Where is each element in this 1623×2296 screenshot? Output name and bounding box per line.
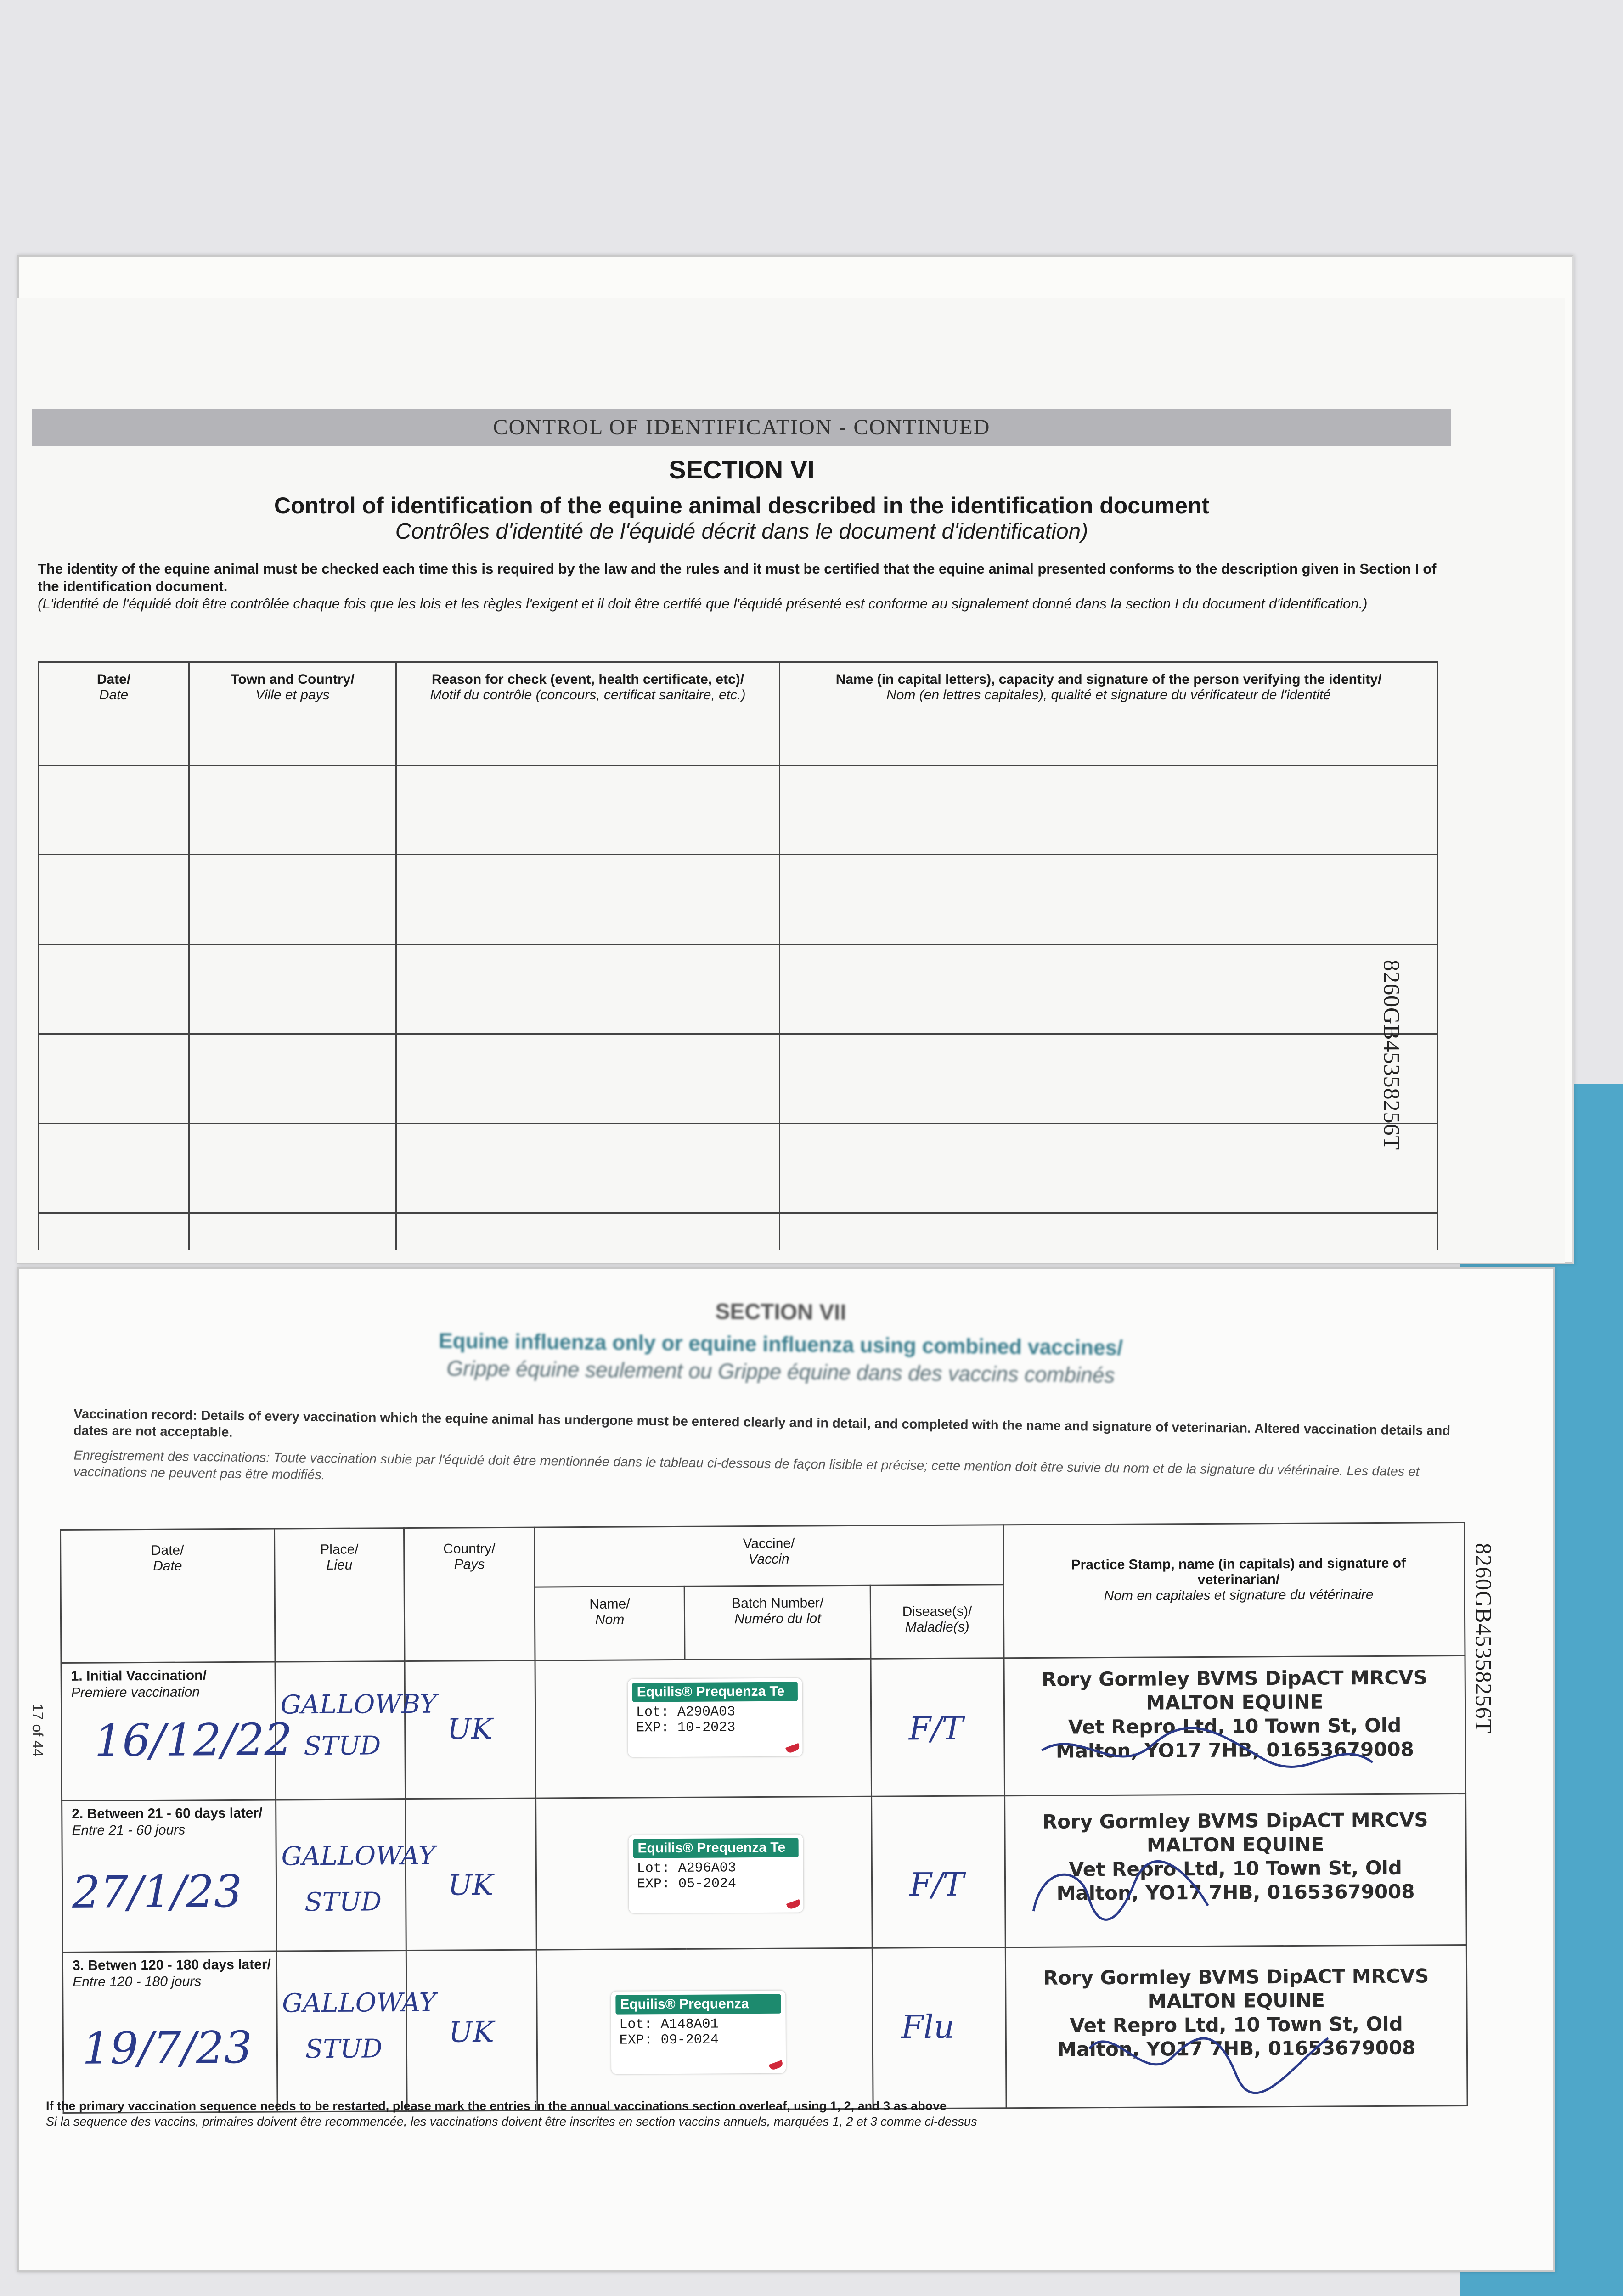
stamp-vet-name: Rory Gormley BVMS DipACT MRCVS <box>1042 1666 1428 1691</box>
disease-handwritten: Flu <box>901 2008 955 2046</box>
vaccination-record-text: Vaccination record: Details of every vaccination which the equine animal has undergone must be entered clearly and in detail, and completed with the name and signature of veterinarian. Altered vaccination details and dates are not acceptable. <box>73 1407 1451 1440</box>
stamp-address-2: Malton, YO17 7HB, 01653679008 <box>1055 1738 1414 1762</box>
row-label: 2. Between 21 - 60 days later/ Entre 21 - 60 jours 27/1/23 <box>62 1800 277 1952</box>
practice-stamp-cell <box>1005 1945 1467 2108</box>
disease-cell <box>872 1796 1005 1948</box>
expiry-date: 05-2024 <box>678 1876 737 1892</box>
table-row <box>39 945 1438 1034</box>
stamp-address-2: Malton, YO17 7HB, 01653679008 <box>1056 1880 1415 1905</box>
disease-cell <box>873 1947 1006 2109</box>
table-row <box>39 855 1438 945</box>
col-vaccine-name: Name/ Nom <box>535 1586 685 1660</box>
passport-number-upper: 8260GB45358256T <box>1379 960 1405 1150</box>
row-label: 3. Betwen 120 - 180 days later/ Entre 120 - 180 jours 19/7/23 <box>62 1951 277 2113</box>
table-row <box>62 1945 1467 2113</box>
vaccine-label-cell <box>535 1659 872 1798</box>
sticker-flag <box>786 1899 801 1910</box>
disease-cell <box>871 1658 1004 1797</box>
practice-stamp-cell <box>1004 1793 1466 1947</box>
vaccine-label-sticker: Equilis® Prequenza Lot: A148A01 EXP: 09-2024 <box>611 1991 786 2074</box>
stamp-vet-name: Rory Gormley BVMS DipACT MRCVS <box>1042 1808 1428 1833</box>
expiry-date: 10-2023 <box>677 1720 736 1736</box>
vet-signature <box>1014 1855 1245 1935</box>
stamp-address-2: Malton, YO17 7HB, 01653679008 <box>1057 2036 1416 2061</box>
stamp-address: Vet Repro Ltd, 10 Town St, Old <box>1069 1856 1403 1881</box>
vaccination-table <box>60 1522 1468 2114</box>
col-place: Place/ Lieu <box>274 1528 405 1662</box>
lot-number: A148A01 <box>660 2016 719 2033</box>
country-cell <box>406 1950 537 2111</box>
sticker-flag <box>785 1743 800 1754</box>
table-row <box>39 765 1438 855</box>
disease-handwritten: F/T <box>909 1865 964 1904</box>
vet-signature <box>1071 2010 1347 2104</box>
vaccination-record-text-fr: Enregistrement des vaccinations: Toute vaccination subie par l'équidé doit être mentionnée dans le tableau ci-dessous de façon lisible et précise; cette mention doit être suivie du nom et de la signature du vétérinaire. Les dates et vaccinations ne peuvent pas être modifiés. <box>73 1448 1420 1483</box>
place-handwritten: STUD <box>305 2034 383 2065</box>
place-cell <box>276 1951 436 2112</box>
country-cell <box>406 1798 536 1950</box>
place-cell <box>275 1661 437 1800</box>
country-handwritten: UK <box>449 2015 494 2049</box>
place-handwritten: GALLOWBY <box>280 1689 437 1720</box>
stamp-practice: MALTON EQUINE <box>1147 1989 1325 2013</box>
table-row <box>39 1124 1438 1213</box>
section-vii-title: SECTION VII <box>715 1300 846 1325</box>
col-disease: Disease(s)/ Maladie(s) <box>871 1585 1004 1659</box>
vaccine-label-cell <box>535 1796 872 1950</box>
page-number: 17 of 44 <box>29 1704 46 1757</box>
section-vi-title: SECTION VI <box>669 455 815 484</box>
sticker-flag <box>768 2060 783 2071</box>
vaccine-brand: Equilis® Prequenza Te <box>633 1838 798 1858</box>
section-vi-heading: Control of identification of the equine animal described in the identification document <box>274 493 1210 518</box>
table-row <box>39 1034 1438 1124</box>
date-handwritten: 27/1/23 <box>72 1865 242 1918</box>
col-reason: Reason for check (event, health certificate, etc)/ Motif du contrôle (concours, certificat sanitaire, etc.) <box>396 662 780 765</box>
lot-number: A290A03 <box>677 1704 736 1720</box>
country-handwritten: UK <box>448 1868 494 1902</box>
place-handwritten: GALLOWAY <box>281 1840 436 1872</box>
section-vi-heading-fr: Contrôles d'identité de l'équidé décrit dans le document d'identification) <box>395 519 1088 544</box>
col-batch: Batch Number/ Numéro du lot <box>685 1585 871 1660</box>
col-date: Date/ Date <box>61 1529 275 1663</box>
table-row <box>61 1655 1466 1801</box>
section-vii-heading: Equine influenza only or equine influenza using combined vaccines/ <box>438 1328 1123 1360</box>
date-handwritten: 19/7/23 <box>82 2021 253 2074</box>
date-handwritten: 16/12/22 <box>94 1714 293 1767</box>
section-banner: CONTROL OF IDENTIFICATION - CONTINUED <box>32 409 1451 446</box>
lot-number: A296A03 <box>678 1860 736 1876</box>
footnote-fr: Si la sequence des vaccins, primaires doivent être recommencée, les vaccinations doivent être inscrites en section vaccins annuels, marquées 1, 2 et 3 comme ci-dessus <box>46 2115 977 2128</box>
place-handwritten: GALLOWAY <box>282 1987 436 2019</box>
vaccine-brand: Equilis® Prequenza Te <box>632 1682 798 1702</box>
col-country: Country/ Pays <box>404 1527 535 1661</box>
col-verifier: Name (in capital letters), capacity and signature of the person verifying the identity/ Nom (en lettres capitales), qualité et signature du vérificateur de l'identité <box>780 662 1438 765</box>
col-town: Town and Country/ Ville et pays <box>189 662 396 765</box>
place-handwritten: STUD <box>304 1887 382 1918</box>
country-handwritten: UK <box>447 1712 493 1746</box>
table-row <box>62 1793 1467 1952</box>
row-label: 1. Initial Vaccination/ Premiere vaccination 16/12/22 <box>61 1662 276 1801</box>
stamp-practice: MALTON EQUINE <box>1146 1690 1324 1714</box>
stamp-practice: MALTON EQUINE <box>1146 1833 1324 1857</box>
vet-signature <box>1023 1721 1391 1787</box>
footnote: If the primary vaccination sequence needs to be restarted, please mark the entries in the annual vaccinations section overleaf, using 1, 2, and 3 as above <box>46 2099 947 2113</box>
section-vi-paragraph: The identity of the equine animal must be checked each time this is required by the law and the rules and it must be certified that the equine animal presented conforms to the description given in Section I of the identification document. <box>38 561 1437 594</box>
section-vi-paragraph-fr: (L'identité de l'équidé doit être contrôlée chaque fois que les lois et les règles l'exigent et il doit être certifé que l'équidé présenté est conforme au signalement donné dans la section I du document d'identification.) <box>38 596 1368 612</box>
disease-handwritten: F/T <box>908 1709 964 1748</box>
vaccine-label-sticker: Equilis® Prequenza Te Lot: A290A03 EXP: 10-2023 <box>628 1678 803 1757</box>
section-vii-heading-fr: Grippe équine seulement ou Grippe équine dans des vaccins combinés <box>446 1356 1115 1387</box>
col-practice: Practice Stamp, name (in capitals) and signature of veterinarian/ Nom en capitales et signature du vétérinaire <box>1003 1522 1465 1658</box>
passport-number-lower: 8260GB45358256T <box>1471 1543 1497 1733</box>
stamp-address: Vet Repro Ltd, 10 Town St, Old <box>1068 1714 1402 1739</box>
vaccine-brand: Equilis® Prequenza <box>615 1994 781 2015</box>
table-row <box>39 1213 1438 1250</box>
vaccine-label-sticker: Equilis® Prequenza Te Lot: A296A03 EXP: 05-2024 <box>628 1835 803 1913</box>
col-date: Date/ Date <box>39 662 189 765</box>
place-handwritten: STUD <box>304 1731 381 1761</box>
stamp-address: Vet Repro Ltd, 10 Town St, Old <box>1070 2012 1403 2037</box>
col-vaccine: Vaccine/ Vaccin <box>534 1525 1003 1587</box>
practice-stamp-cell <box>1004 1655 1466 1795</box>
place-cell <box>276 1799 436 1951</box>
country-cell <box>405 1660 535 1799</box>
identity-check-table <box>38 661 1438 1250</box>
expiry-date: 09-2024 <box>660 2032 719 2048</box>
stamp-vet-name: Rory Gormley BVMS DipACT MRCVS <box>1043 1964 1429 1989</box>
vaccine-label-cell <box>536 1948 873 2110</box>
